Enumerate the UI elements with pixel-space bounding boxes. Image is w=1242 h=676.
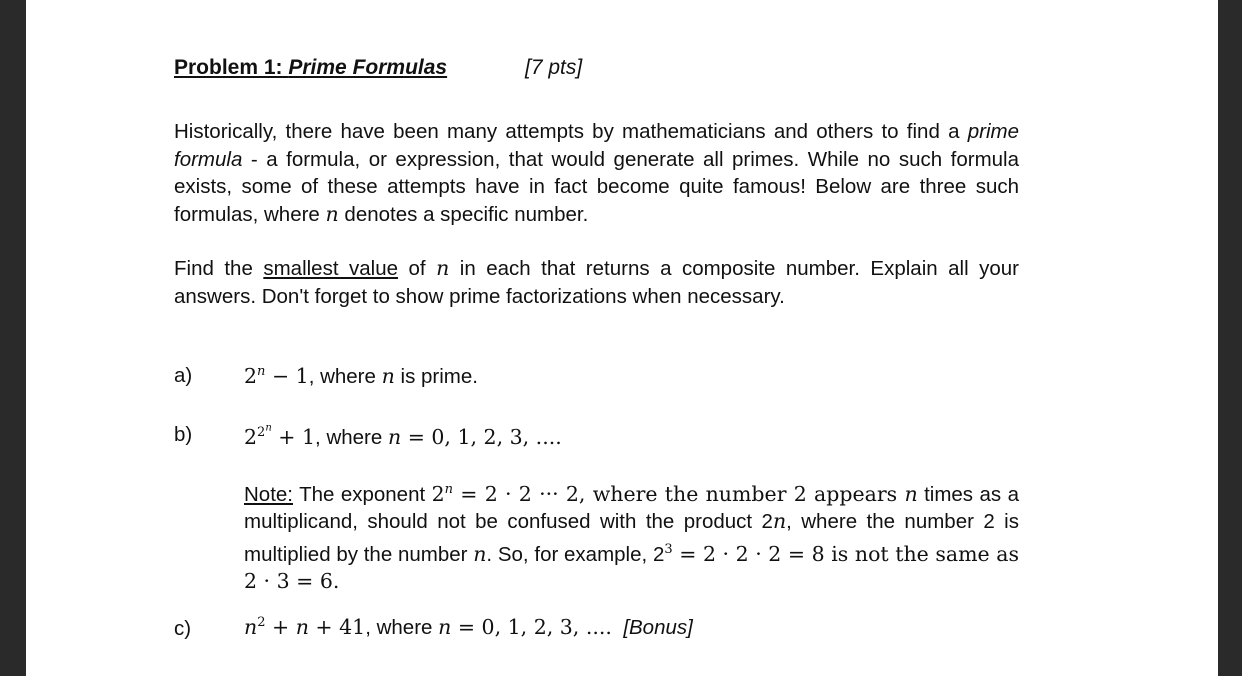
problem-title xyxy=(174,56,583,80)
item-b-note: Note: The exponent $2^n = 2 \cdot 2$ ··· 2, where the number 2 appears n times as a multiplicand, should not be confused with the product 2n, where the number 2 is multiplied by the number n. So, for example, $2^3 = 2 \cdot 2 \cdot 2 = 8$ is not the same as 2 · 3 = 6. xyxy=(244,481,1019,594)
title-heading: Problem 1: Prime Formulas xyxy=(174,56,448,79)
bonus-tag: [Bonus] xyxy=(623,616,693,639)
item-b-label: b) xyxy=(174,423,193,446)
item-a-label: a) xyxy=(174,364,193,387)
intro-paragraph: Historically, there have been many attempts by mathematicians and others to find a prime formula - a formula, or expression, that would generate all primes. While no such formula exists, some of these attempts have in fact become quite famous! Below are three such formulas, where n denotes a specific number. xyxy=(174,120,1019,226)
item-c-text: $n^2 + n + 41$, where n = 0, 1, 2, 3, .... [Bonus] xyxy=(244,615,693,639)
instructions-paragraph: Find the smallest value of n in each that returns a composite number. Explain all your answers. Don't forget to show prime factorizations when necessary. xyxy=(174,256,1019,308)
item-b-text: $2^{2^n} + 1$, where n = 0, 1, 2, 3, .... xyxy=(244,423,562,450)
item-c-label: c) xyxy=(174,617,192,640)
title-name: Prime Formulas xyxy=(288,56,448,79)
points-label: [7 pts] xyxy=(525,56,583,79)
item-a-text: $2^n - 1$, where n is prime. xyxy=(244,364,478,388)
right-border xyxy=(1218,0,1242,676)
